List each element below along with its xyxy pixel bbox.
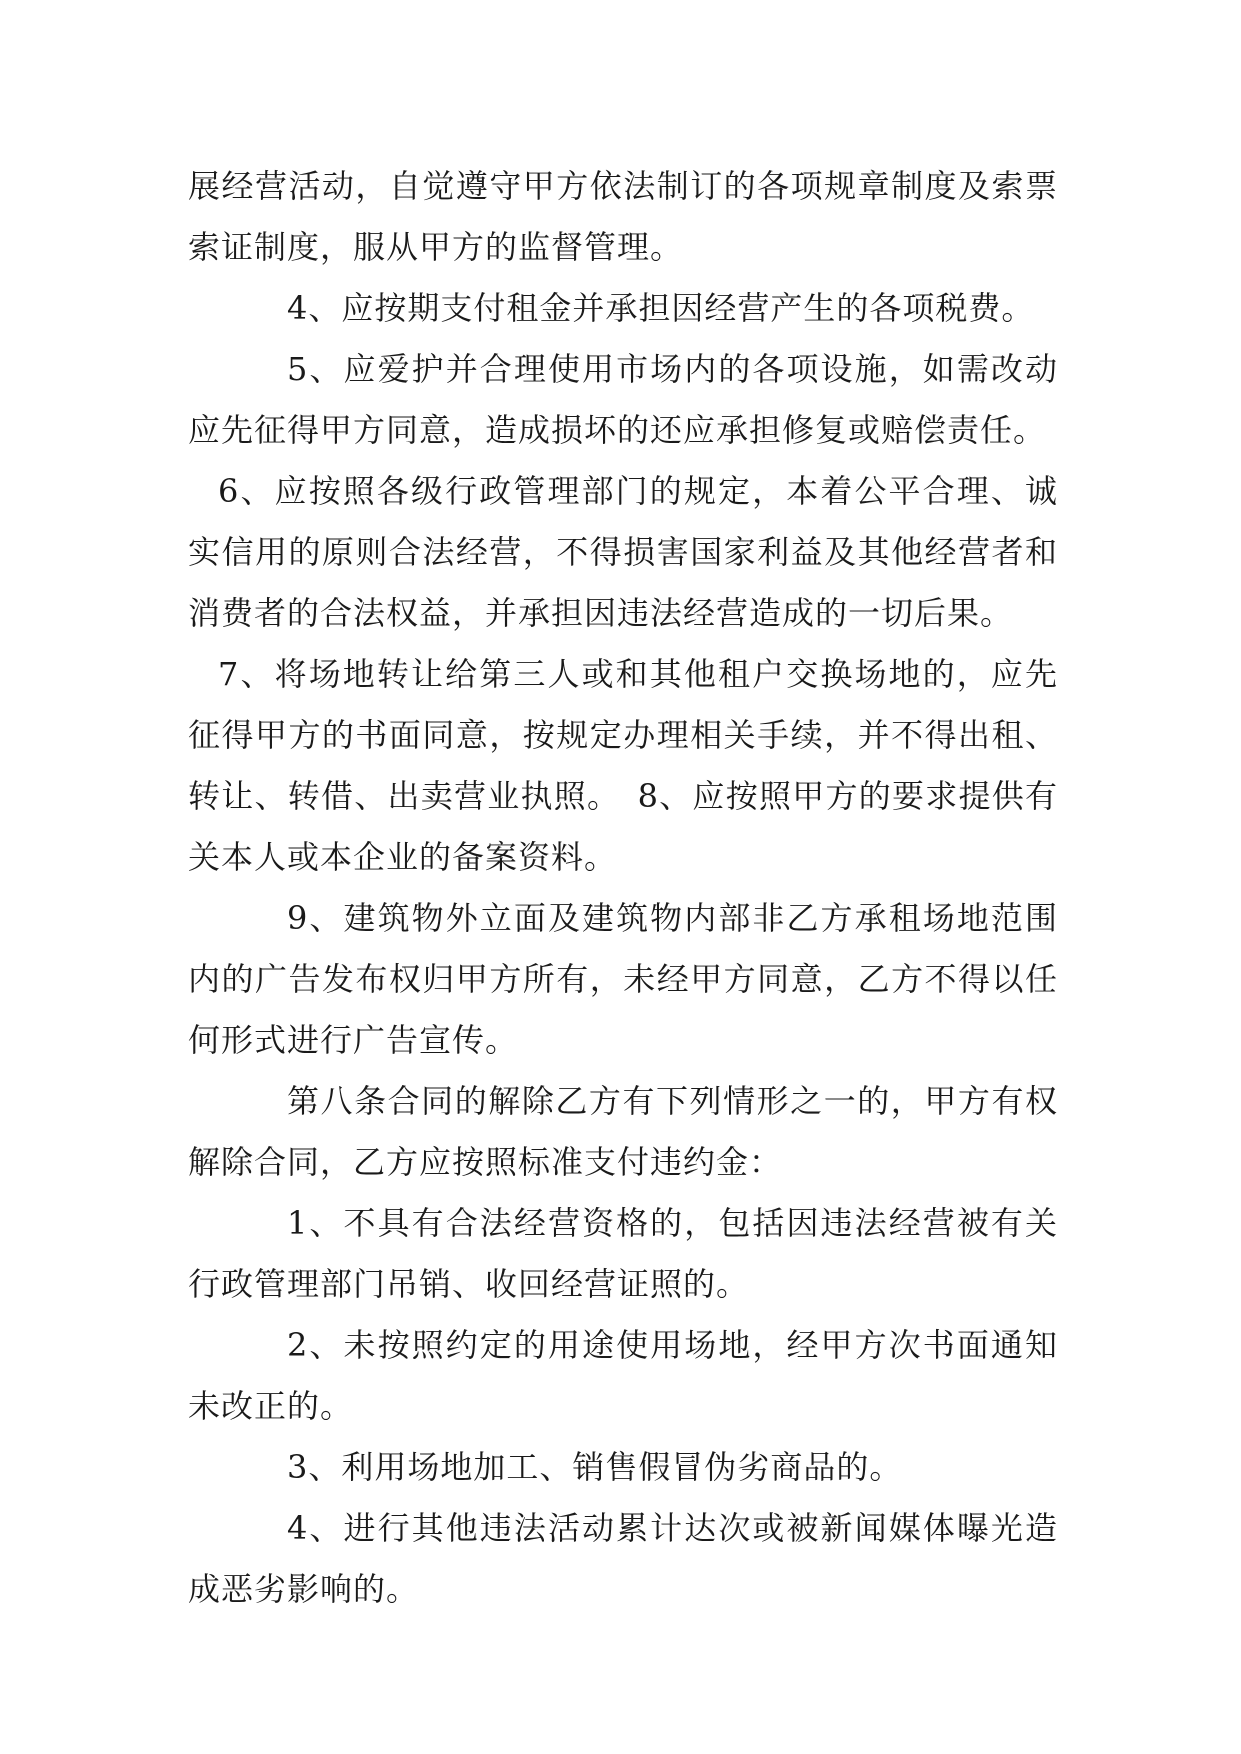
paragraph-item-9: 9、建筑物外立面及建筑物内部非乙方承租场地范围内的广告发布权归甲方所有，未经甲方同意，乙方不得以任何形式进行广告宣传。 xyxy=(188,899,1058,1059)
document-body xyxy=(188,156,1058,1620)
paragraph-clause-2: 2、未按照约定的用途使用场地，经甲方次书面通知未改正的。 xyxy=(188,1326,1058,1425)
paragraph-item-6: 6、应按照各级行政管理部门的规定，本着公平合理、诚实信用的原则合法经营，不得损害国家利益及其他经营者和消费者的合法权益，并承担因违法经营造成的一切后果。 xyxy=(188,472,1058,632)
paragraph-item-4: 4、应按期支付租金并承担因经营产生的各项税费。 xyxy=(287,289,1035,327)
paragraph-clause-4: 4、进行其他违法活动累计达次或被新闻媒体曝光造成恶劣影响的。 xyxy=(188,1509,1058,1608)
paragraph-article-8: 第八条合同的解除乙方有下列情形之一的，甲方有权解除合同，乙方应按照标准支付违约金： xyxy=(188,1082,1058,1181)
paragraph-item-5: 5、应爱护并合理使用市场内的各项设施，如需改动应先征得甲方同意，造成损坏的还应承担修复或赔偿责任。 xyxy=(188,350,1058,449)
paragraph-item-7-8: 7、将场地转让给第三人或和其他租户交换场地的，应先征得甲方的书面同意，按规定办理相关手续，并不得出租、转让、转借、出卖营业执照。 8、应按照甲方的要求提供有关本人或本企业的备案资料。 xyxy=(188,655,1058,876)
paragraph-continuation: 展经营活动，自觉遵守甲方依法制订的各项规章制度及索票索证制度，服从甲方的监督管理。 xyxy=(188,167,1058,266)
paragraph-clause-3: 3、利用场地加工、销售假冒伪劣商品的。 xyxy=(287,1448,903,1486)
paragraph-clause-1: 1、不具有合法经营资格的，包括因违法经营被有关行政管理部门吊销、收回经营证照的。 xyxy=(188,1204,1058,1303)
